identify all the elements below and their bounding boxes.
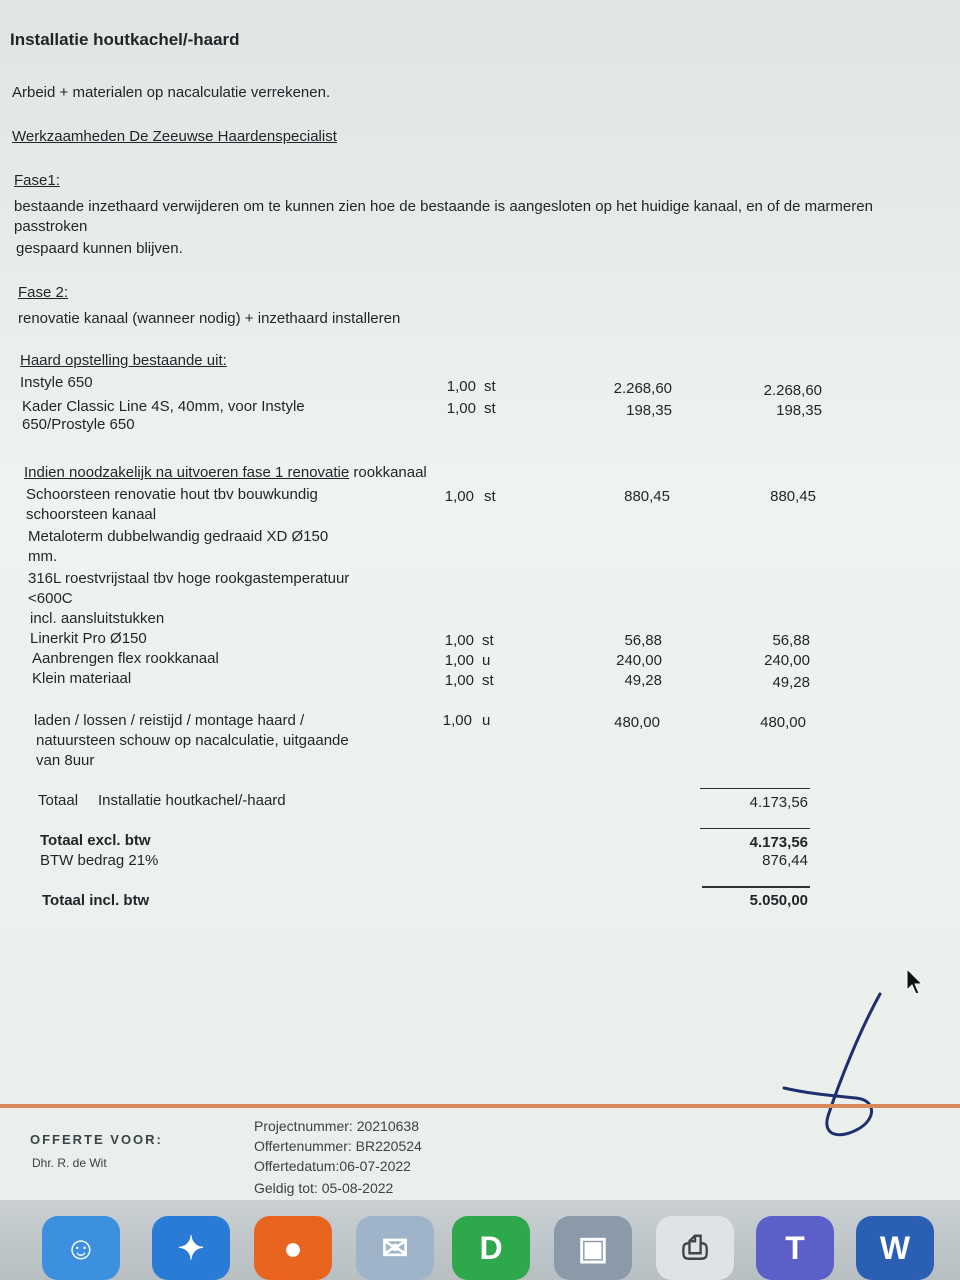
fase1-line3: gespaard kunnen blijven. [16, 240, 183, 257]
item-unit: st [484, 488, 496, 505]
item-desc: Kader Classic Line 4S, 40mm, voor Instyle [22, 398, 305, 415]
item-unit: st [484, 400, 496, 417]
fase1-line2: passtroken [14, 218, 88, 235]
client-name: Dhr. R. de Wit [32, 1156, 107, 1170]
item-desc-continued: natuursteen schouw op nacalculatie, uitgaande [36, 732, 349, 749]
offer-number: Offertenummer: BR220524 [254, 1138, 422, 1154]
item-total: 480,00 [760, 714, 806, 731]
fase1-line1: bestaande inzethaard verwijderen om te kunnen zien hoe de bestaande is aangesloten op het huidige kanaal, en of de marmeren [14, 198, 873, 215]
total-excl-value: 4.173,56 [749, 834, 808, 851]
firefox-icon[interactable]: ● [254, 1216, 332, 1280]
word-icon[interactable]: W [856, 1216, 934, 1280]
item-total: 198,35 [776, 402, 822, 419]
project-number: Projectnummer: 20210638 [254, 1118, 419, 1134]
fase2-heading: Fase 2: [18, 284, 69, 301]
spec-line: Metaloterm dubbelwandig gedraaid XD Ø150 [28, 528, 329, 545]
item-unit: u [482, 712, 491, 729]
item-desc: Schoorsteen renovatie hout tbv bouwkundig [26, 486, 318, 503]
spec-line: 316L roestvrijstaal tbv hoge rookgastemperatuur [28, 570, 350, 587]
item-desc: Klein materiaal [32, 670, 132, 687]
total-name: Installatie houtkachel/-haard [98, 792, 286, 809]
btw-label: BTW bedrag 21% [40, 852, 159, 869]
offerte-voor-label: OFFERTE VOOR: [30, 1132, 163, 1147]
safari-icon[interactable]: ✦ [152, 1216, 230, 1280]
mouse-pointer-icon [906, 968, 924, 996]
total-value: 4.173,56 [749, 794, 808, 811]
preview-icon[interactable]: ▣ [554, 1216, 632, 1280]
item-qty: 1,00 [444, 488, 474, 505]
item-price: 198,35 [626, 402, 672, 419]
total-incl-label: Totaal incl. btw [42, 892, 150, 909]
spec-line: incl. aansluitstukken [30, 610, 165, 627]
fase1-heading: Fase1: [14, 172, 60, 189]
item-total: 56,88 [772, 632, 810, 649]
macos-dock [0, 1200, 960, 1280]
item-desc-continued: 650/Prostyle 650 [22, 416, 135, 433]
dashlane-icon[interactable]: D [452, 1216, 530, 1280]
item-price: 880,45 [624, 488, 670, 505]
item-price: 56,88 [624, 632, 662, 649]
item-total: 240,00 [764, 652, 810, 669]
signature-mark [780, 990, 890, 1150]
section2-heading-rest: rookkanaal [349, 464, 427, 481]
fase2-line1: renovatie kanaal (wanneer nodig) + inzethaard installeren [18, 310, 401, 327]
item-unit: st [482, 632, 494, 649]
item-desc-continued: van 8uur [36, 752, 95, 769]
mail-icon[interactable]: ✉ [356, 1216, 434, 1280]
section2-heading-underlined: Indien noodzakelijk na uitvoeren fase 1 renovatie [24, 464, 350, 481]
item-unit: st [484, 378, 496, 395]
total-separator [700, 788, 810, 789]
spec-line: mm. [28, 548, 58, 565]
item-price: 2.268,60 [613, 380, 672, 397]
item-qty: 1,00 [446, 400, 476, 417]
total-label: Totaal [38, 792, 79, 809]
company-heading: Werkzaamheden De Zeeuwse Haardenspecialist [12, 128, 337, 145]
teams-icon[interactable]: T [756, 1216, 834, 1280]
section2-heading [24, 464, 427, 481]
item-total: 880,45 [770, 488, 816, 505]
item-total: 49,28 [772, 674, 810, 691]
printer-icon[interactable]: ⎙ [656, 1216, 734, 1280]
item-desc: laden / lossen / reistijd / montage haard / [34, 712, 305, 729]
item-unit: st [482, 672, 494, 689]
item-qty: 1,00 [444, 672, 474, 689]
item-unit: u [482, 652, 491, 669]
document-title: Installatie houtkachel/-haard [10, 30, 240, 49]
finder-icon[interactable]: ☺ [42, 1216, 120, 1280]
item-price: 49,28 [624, 672, 662, 689]
item-price: 480,00 [614, 714, 660, 731]
btw-value: 876,44 [762, 852, 808, 869]
item-total: 2.268,60 [763, 382, 822, 399]
item-desc: Instyle 650 [20, 374, 93, 391]
item-qty: 1,00 [446, 378, 476, 395]
item-qty: 1,00 [442, 712, 472, 729]
item-desc-continued: schoorsteen kanaal [26, 506, 157, 523]
item-price: 240,00 [616, 652, 662, 669]
offer-date: Offertedatum:06-07-2022 [254, 1158, 411, 1174]
item-desc: Aanbrengen flex rookkanaal [32, 650, 219, 667]
valid-until: Geldig tot: 05-08-2022 [254, 1180, 394, 1196]
total-excl-label: Totaal excl. btw [40, 832, 151, 849]
intro-text: Arbeid + materialen op nacalculatie verrekenen. [12, 84, 331, 101]
item-desc: Linerkit Pro Ø150 [30, 630, 147, 647]
excl-separator [700, 828, 810, 829]
item-qty: 1,00 [444, 652, 474, 669]
section1-heading: Haard opstelling bestaande uit: [20, 352, 227, 369]
item-qty: 1,00 [444, 632, 474, 649]
spec-line: <600C [28, 590, 73, 607]
incl-separator [702, 886, 810, 888]
total-incl-value: 5.050,00 [749, 892, 808, 909]
footer-divider [0, 1104, 960, 1108]
